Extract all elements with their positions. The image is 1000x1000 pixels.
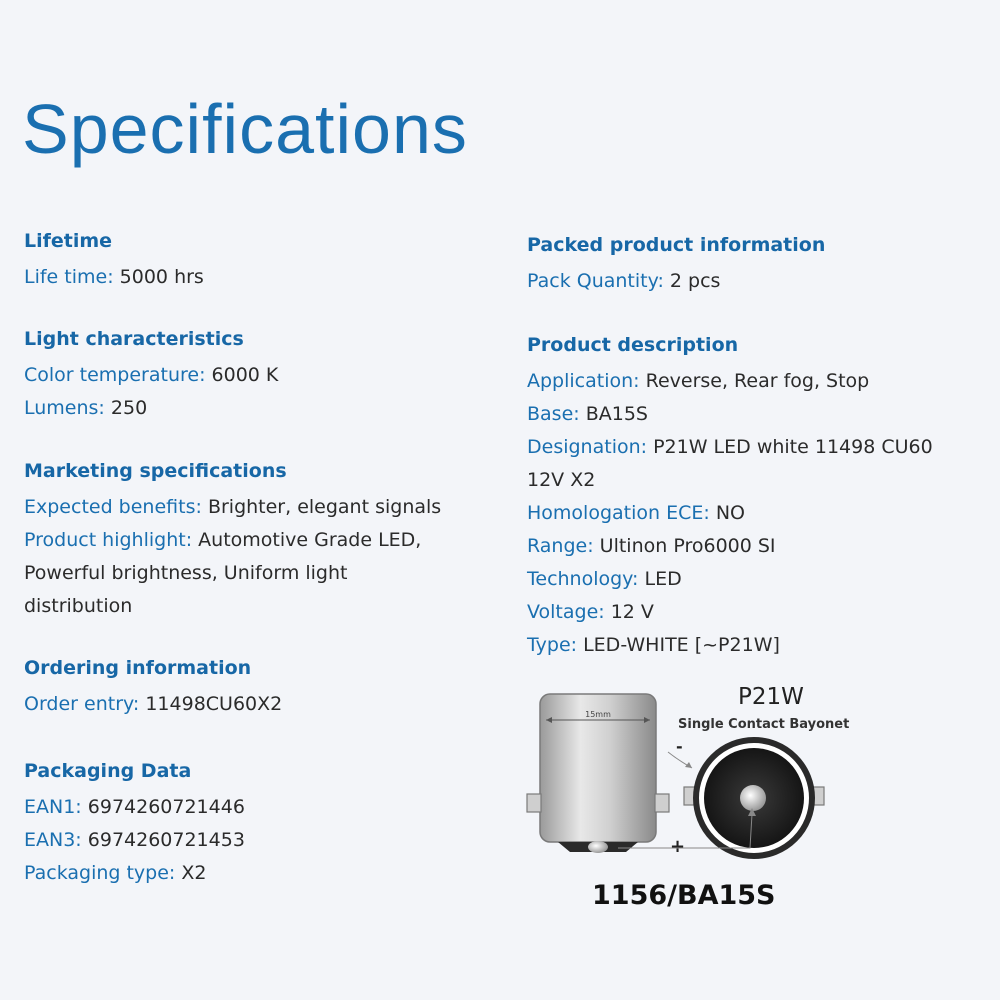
spec-section [24,326,504,425]
spec-row [24,524,504,557]
spec-row [527,265,987,298]
spec-row [24,791,504,824]
dimension-label: 15mm [585,710,611,719]
spec-value: 12 V [610,601,654,623]
bulb-diagram [520,680,880,920]
minus-sign: - [676,737,683,756]
spec-key: EAN1: [24,796,82,818]
bulb-subtitle: Single Contact Bayonet [678,717,850,732]
spec-row [527,629,987,662]
spec-value: distribution [24,595,133,617]
section-heading: Ordering information [24,657,252,679]
spec-row [527,563,987,596]
spec-row [527,398,987,431]
spec-row [24,590,504,623]
spec-key: Application: [527,370,640,392]
spec-value: LED-WHITE [~P21W] [583,634,780,656]
spec-value: 2 pcs [669,270,721,292]
spec-value: Automotive Grade LED, [198,529,422,551]
section-heading: Packed product information [527,234,826,256]
spec-key: EAN3: [24,829,82,851]
spec-value: 250 [110,397,148,419]
spec-value: LED [644,568,682,590]
spec-row [527,497,987,530]
base-code-label: 1156/BA15S [592,880,776,911]
spec-row [24,359,504,392]
spec-key: Color temperature: [24,364,206,386]
spec-key: Type: [527,634,578,656]
spec-key: Designation: [527,436,648,458]
section-heading: Lifetime [24,230,113,252]
spec-value: 6000 K [211,364,279,386]
spec-row [24,824,504,857]
bulb-name: P21W [738,684,804,710]
base-contact [588,841,608,853]
spec-row [527,464,987,497]
spec-row [24,688,504,721]
spec-section [527,232,987,298]
bulb-side-view [527,694,669,853]
spec-value: 5000 hrs [119,266,204,288]
spec-value: 11498CU60X2 [145,693,283,715]
spec-value: X2 [181,862,207,884]
spec-section [24,655,504,721]
spec-row [24,491,504,524]
spec-value: Reverse, Rear fog, Stop [645,370,870,392]
spec-key: Voltage: [527,601,605,623]
spec-section [24,458,504,623]
page-title: Specifications [22,90,468,168]
spec-value: 6974260721453 [87,829,245,851]
spec-row [24,261,504,294]
spec-value: Brighter, elegant signals [207,496,442,518]
section-heading: Marketing specifications [24,460,287,482]
spec-value: BA15S [585,403,648,425]
spec-value: Ultinon Pro6000 SI [599,535,776,557]
spec-row [527,530,987,563]
section-heading: Light characteristics [24,328,244,350]
spec-row [527,431,987,464]
spec-section [24,758,504,890]
spec-key: Order entry: [24,693,140,715]
spec-key: Base: [527,403,580,425]
spec-key: Life time: [24,266,114,288]
section-heading: Packaging Data [24,760,192,782]
spec-key: Lumens: [24,397,105,419]
bayonet-pin-left [527,794,541,812]
spec-key: Packaging type: [24,862,176,884]
spec-key: Range: [527,535,594,557]
spec-row [527,596,987,629]
spec-row [24,392,504,425]
bulb-end-view [684,740,824,856]
spec-section [24,228,504,294]
spec-key: Technology: [527,568,639,590]
spec-key: Pack Quantity: [527,270,664,292]
spec-section [527,332,987,662]
plus-sign: + [670,836,686,857]
spec-value: Powerful brightness, Uniform light [24,562,348,584]
spec-key: Product highlight: [24,529,193,551]
bayonet-pin-right [655,794,669,812]
spec-row [24,857,504,890]
spec-value: P21W LED white 11498 CU60 [653,436,933,458]
spec-value: 6974260721446 [87,796,245,818]
spec-row [24,557,504,590]
section-heading: Product description [527,334,739,356]
spec-key: Homologation ECE: [527,502,710,524]
spec-value: NO [715,502,745,524]
spec-key: Expected benefits: [24,496,202,518]
spec-value: 12V X2 [527,469,596,491]
spec-row [527,365,987,398]
